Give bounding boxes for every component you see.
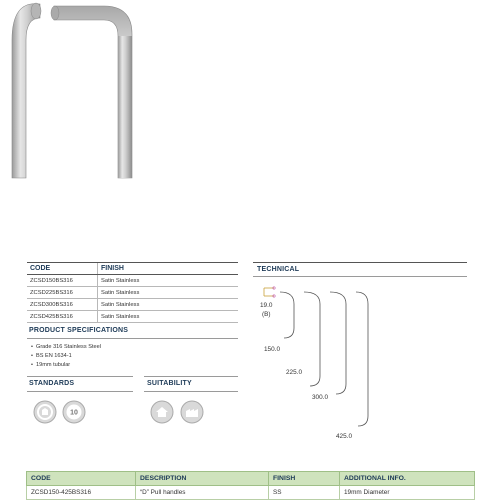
profile-150 — [280, 292, 294, 338]
svg-text:10: 10 — [70, 409, 78, 417]
col-additional-info-header: ADDITIONAL INFO. — [340, 472, 475, 486]
diameter-marker — [264, 287, 275, 297]
code-cell: ZCSD150BS316 — [27, 275, 98, 287]
table-row — [27, 275, 238, 287]
dim-425: 425.0 — [336, 433, 352, 440]
code-cell: ZCSD425BS316 — [27, 311, 98, 323]
code-cell: ZCSD300BS316 — [27, 299, 98, 311]
technical-dimension-diagram — [250, 280, 470, 450]
table-row — [27, 486, 475, 500]
finish-cell: Satin Stainless — [98, 299, 239, 311]
spec-item: • BS EN 1634-1 — [31, 353, 72, 359]
col-finish-header: FINISH — [269, 472, 340, 486]
standards-top-rule — [27, 376, 133, 377]
spec-item: • 19mm tubular — [31, 362, 70, 368]
col-code-header: CODE — [27, 472, 136, 486]
technical-top-rule — [253, 262, 467, 263]
bs-en-standard-icon — [33, 400, 57, 424]
residential-use-icon — [150, 400, 174, 424]
col-code-header: CODE — [27, 263, 98, 275]
suitability-bottom-rule — [144, 391, 238, 392]
specs-rule — [27, 338, 238, 339]
commercial-use-icon — [180, 400, 204, 424]
profile-225 — [304, 292, 320, 386]
description-cell: “D” Pull handles — [136, 486, 269, 500]
spec-item: • Grade 316 Stainless Steel — [31, 344, 101, 350]
profile-425 — [356, 292, 368, 426]
profile-300 — [330, 292, 346, 394]
guarantee-10-year-icon — [62, 400, 86, 424]
finish-cell: Satin Stainless — [98, 275, 239, 287]
table-row — [27, 299, 238, 311]
table-row — [27, 287, 238, 299]
dim-150: 150.0 — [264, 346, 280, 353]
finish-cell: SS — [269, 486, 340, 500]
table-row — [27, 311, 238, 323]
specs-title: PRODUCT SPECIFICATIONS — [29, 327, 129, 334]
standards-bottom-rule — [27, 391, 133, 392]
technical-bottom-rule — [253, 276, 467, 277]
left-handle-shape — [12, 4, 40, 178]
dim-diameter: 19.0 — [260, 302, 273, 309]
suitability-top-rule — [144, 376, 238, 377]
finish-cell: Satin Stainless — [98, 311, 239, 323]
finish-cell: Satin Stainless — [98, 287, 239, 299]
dim-b-label: (B) — [262, 311, 271, 318]
additional-info-cell: 19mm Diameter — [340, 486, 475, 500]
code-cell: ZCSD150-425BS316 — [27, 486, 136, 500]
code-finish-table — [27, 262, 238, 323]
dim-300: 300.0 — [312, 394, 328, 401]
ordering-table — [26, 471, 475, 500]
suitability-title: SUITABILITY — [147, 380, 192, 387]
technical-title: TECHNICAL — [257, 266, 300, 273]
col-finish-header: FINISH — [98, 263, 239, 275]
dim-225: 225.0 — [286, 369, 302, 376]
product-image — [0, 0, 140, 180]
standards-title: STANDARDS — [29, 380, 75, 387]
code-cell: ZCSD225BS316 — [27, 287, 98, 299]
col-description-header: DESCRIPTION — [136, 472, 269, 486]
